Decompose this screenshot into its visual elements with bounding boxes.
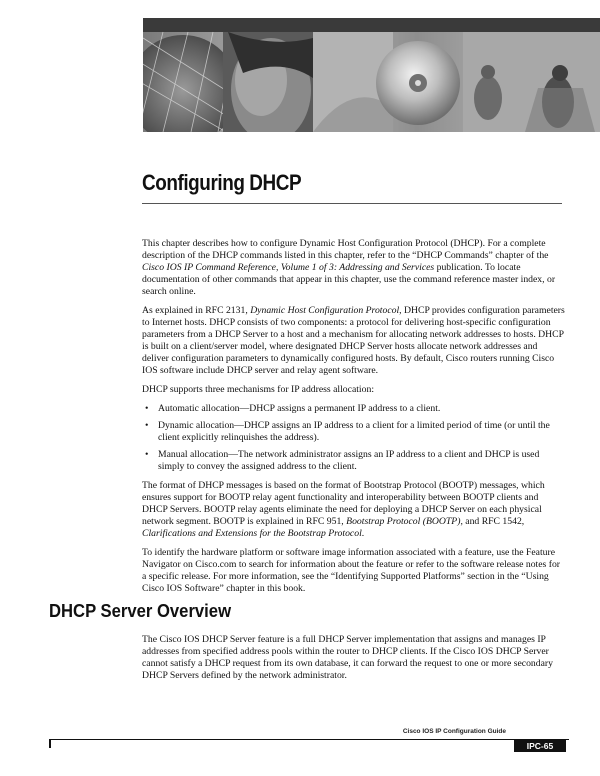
footer-divider	[49, 739, 569, 740]
list-item: • Manual allocation—The network administrator assigns an IP address to a client and DHCP is used simply to convey the assigned address to the client.	[142, 449, 565, 473]
page-number-badge: IPC-65	[514, 740, 566, 752]
footer-guide-title: Cisco IOS IP Configuration Guide	[402, 728, 506, 735]
section-paragraph-1: The Cisco IOS DHCP Server feature is a full DHCP Server implementation that assigns and manages IP addresses from specified address pools within the router to DHCP clients. If the Cisco IOS DHCP Server cannot satisfy a DHCP request from its own database, it can forward the request to one or more secondary DHCP Servers defined by the network administrator.	[142, 634, 553, 681]
rfc-951-title: Bootstrap Protocol (BOOTP)	[346, 516, 461, 527]
photo-collage-icon	[143, 18, 600, 132]
list-item: • Dynamic allocation—DHCP assigns an IP address to a client for a limited period of time (or until the client explicitly relinquishes the address).	[142, 420, 565, 444]
title-divider	[142, 203, 562, 204]
intro-section	[142, 238, 565, 602]
rfc-1542-title: Clarifications and Extensions for the Bootstrap Protocol	[142, 528, 362, 539]
rfc-2131-title: Dynamic Host Configuration Protocol	[250, 305, 400, 316]
intro-paragraph-2: As explained in RFC 2131, Dynamic Host Configuration Protocol, DHCP provides configuration parameters to Internet hosts. DHCP consists of two components: a protocol for delivering host-specific configuration parameters from a DHCP Server to a host and a mechanism for allocating network addresses to hosts. DHCP is built on a client/server model, where designated DHCP Server hosts allocate network addresses and deliver configuration parameters to dynamically configured hosts. By default, Cisco routers running Cisco IOS software include DHCP server and relay agent software.	[142, 305, 565, 376]
section-body	[142, 634, 565, 689]
intro-paragraph-4: The format of DHCP messages is based on the format of Bootstrap Protocol (BOOTP) messages, which ensures support for BOOTP relay agent functionality and interoperability between BOOTP clients and DHCP Servers. BOOTP relay agents eliminate the need for deploying a DHCP Server on each physical network segment. BOOTP is explained in RFC 951, Bootstrap Protocol (BOOTP), and RFC 1542, Clarifications and Extensions for the Bootstrap Protocol.	[142, 480, 545, 539]
chapter-title: Configuring DHCP	[142, 170, 302, 195]
intro-paragraph-1: This chapter describes how to configure Dynamic Host Configuration Protocol (DHCP). For a complete description of the DHCP commands listed in this chapter, refer to the “DHCP Commands” chapter of the Cisco IOS IP Command Reference, Volume 1 of 3: Addressing and Services publication. To locate documentation of other commands that appear in this chapter, use the command reference master index, or search online.	[142, 238, 556, 297]
list-item: • Automatic allocation—DHCP assigns a permanent IP address to a client.	[142, 403, 565, 415]
intro-paragraph-5: To identify the hardware platform or software image information associated with a feature, use the Feature Navigator on Cisco.com to search for information about the feature or refer to the software release notes for a specific release. For more information, see the “Identifying Supported Platforms” section in the “Using Cisco IOS Software” chapter in this book.	[142, 547, 561, 594]
section-heading: DHCP Server Overview	[49, 600, 232, 621]
command-reference-link: Cisco IOS IP Command Reference, Volume 1 of 3: Addressing and Services	[142, 262, 435, 273]
intro-paragraph-3: DHCP supports three mechanisms for IP address allocation:	[142, 384, 375, 395]
header-banner-image	[143, 18, 600, 132]
footer-tick-mark	[49, 739, 51, 748]
allocation-mechanism-list	[142, 403, 565, 473]
